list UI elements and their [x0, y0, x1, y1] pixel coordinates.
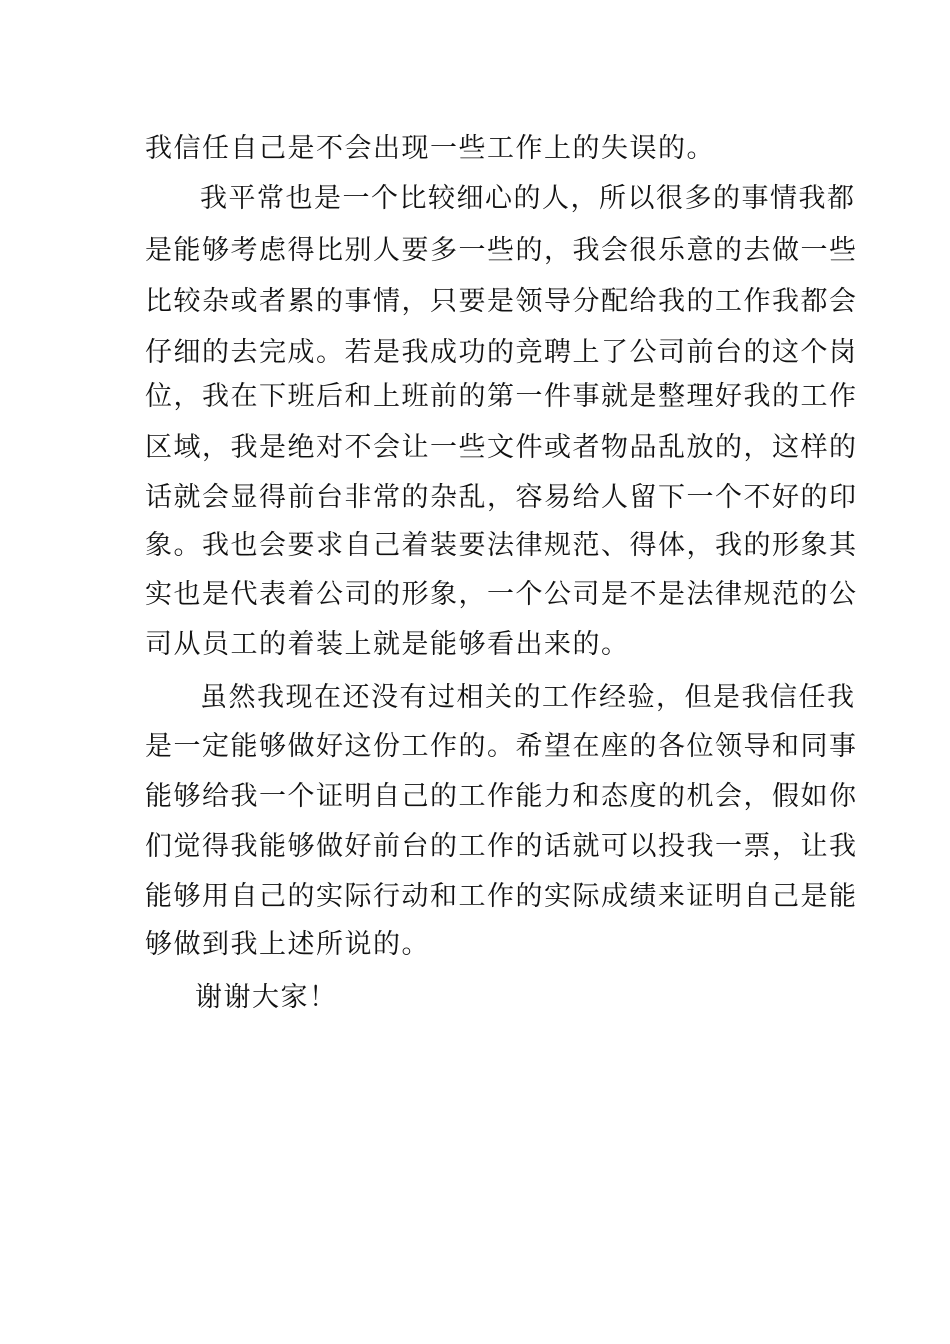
text-line: 话就会显得前台非常的杂乱，容易给人留下一个不好的印 — [145, 482, 858, 513]
text-line: 是能够考虑得比别人要多一些的，我会很乐意的去做一些 — [145, 235, 858, 266]
closing-line: 谢谢大家！ — [195, 982, 338, 1013]
text-line: 够做到我上述所说的。 — [145, 929, 430, 960]
text-line: 仔细的去完成。若是我成功的竞聘上了公司前台的这个岗 — [145, 337, 858, 368]
text-line: 象。我也会要求自己着装要法律规范、得体，我的形象其 — [145, 530, 858, 561]
text-line: 是一定能够做好这份工作的。希望在座的各位领导和同事 — [145, 731, 858, 762]
text-line: 实也是代表着公司的形象，一个公司是不是法律规范的公 — [145, 579, 858, 610]
text-line: 区域，我是绝对不会让一些文件或者物品乱放的，这样的 — [145, 432, 858, 463]
paragraph-first-line: 我平常也是一个比较细心的人，所以很多的事情我都 — [200, 183, 856, 214]
text-line: 比较杂或者累的事情，只要是领导分配给我的工作我都会 — [145, 286, 858, 317]
text-line: 能够用自己的实际行动和工作的实际成绩来证明自己是能 — [145, 881, 858, 912]
paragraph-first-line: 虽然我现在还没有过相关的工作经验，但是我信任我 — [200, 682, 856, 713]
text-line: 们觉得我能够做好前台的工作的话就可以投我一票，让我 — [145, 831, 858, 862]
text-line: 司从员工的着装上就是能够看出来的。 — [145, 629, 630, 660]
text-line: 位，我在下班后和上班前的第一件事就是整理好我的工作 — [145, 381, 858, 412]
text-line: 我信任自己是不会出现一些工作上的失误的。 — [145, 133, 715, 164]
text-line: 能够给我一个证明自己的工作能力和态度的机会，假如你 — [145, 781, 858, 812]
